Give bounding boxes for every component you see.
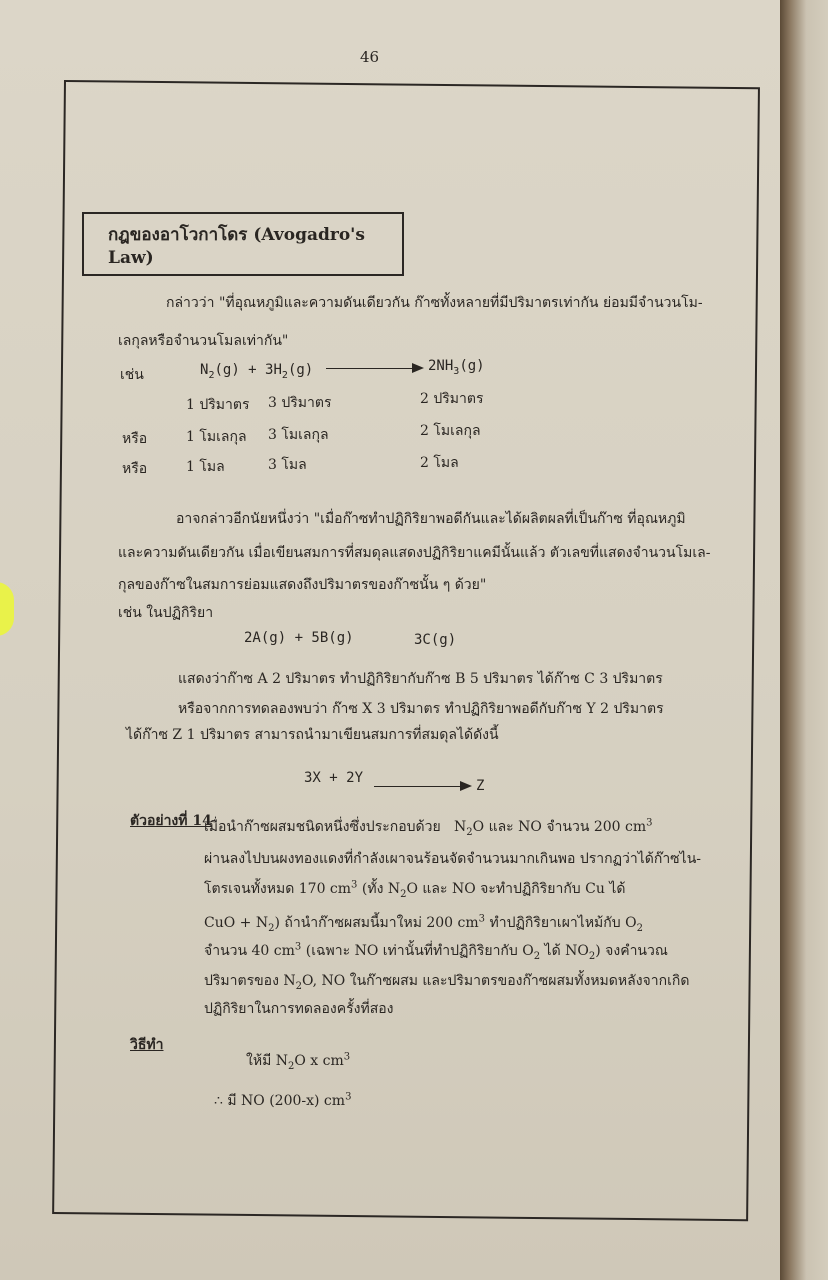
- mol-cell-2: 3 โมเลกุล: [268, 427, 329, 443]
- reaction-arrow: [326, 368, 414, 369]
- equation-2-right: 3C(g): [414, 632, 457, 648]
- intro-line-2: เลกุลหรือจำนวนโมลเท่ากัน": [118, 333, 289, 349]
- example-14-line-5: จำนวน 40 $cm^3$ (เฉพาะ NO เท่านั้นที่ทำปฏิกิริยากับ $O_2$ ได้ $NO_2$) จงคำนวณ: [204, 941, 668, 962]
- solution-label: วิธีทำ: [130, 1037, 164, 1053]
- para2-line-3: กุลของก๊าซในสมการย่อมแสดงถึงปริมาตรของก๊าซนั้น ๆ ด้วย": [118, 577, 487, 593]
- para3-line-1: แสดงว่าก๊าซ A 2 ปริมาตร ทำปฏิกิริยากับก๊าซ B 5 ปริมาตร ได้ก๊าซ C 3 ปริมาตร: [178, 671, 663, 687]
- para2-line-2: และความดันเดียวกัน เมื่อเขียนสมการที่สมดุลแสดงปฏิกิริยาแคมีนั้นแล้ว ตัวเลขที่แสดงจำนวนโมเล-: [118, 545, 711, 561]
- section-heading: กฎของอาโวกาโดร (Avogadro's Law): [108, 224, 365, 268]
- mole-cell-2: 3 โมล: [268, 457, 307, 473]
- mole-cell-1: 1 โมล: [186, 459, 225, 475]
- reaction-arrow-head: [412, 363, 424, 373]
- mole-cell-3: 2 โมล: [420, 455, 459, 471]
- para3-line-3: ได้ก๊าซ Z 1 ปริมาตร สามารถนำมาเขียนสมการที่สมดุลได้ดังนี้: [126, 727, 499, 743]
- equation-3-left: 3X + 2Y: [304, 770, 364, 786]
- equation-3-arrow-head: [460, 781, 472, 791]
- vol-cell-2: 3 ปริมาตร: [268, 395, 332, 411]
- equation-3-right: Z: [476, 778, 485, 794]
- reaction-1-reactants: $N_2(g) + 3H_2(g)$: [200, 362, 314, 381]
- mol-cell-3: 2 โมเลกุล: [420, 423, 481, 439]
- example-14-line-6: ปริมาตรของ $N_2O$, NO ในก๊าซผสม และปริมาตรของก๊าซผสมทั้งหมดหลังจากเกิด: [204, 973, 690, 992]
- equation-2-left: 2A(g) + 5B(g): [244, 630, 354, 646]
- example-14-line-3: โตรเจนทั้งหมด 170 $cm^3$ (ทั้ง $N_2O$ และ NO จะทำปฏิกิริยากับ Cu ได้: [204, 879, 626, 900]
- solution-step-2: ∴ มี NO (200-x) $cm^3$: [214, 1091, 352, 1109]
- example-14-label: ตัวอย่างที่ 14: [130, 813, 212, 829]
- example-14-line-4: CuO + $N_2$) ถ้านำก๊าซผสมนี้มาใหม่ 200 $cm^3$ ทำปฏิกิริยาเผาไหม้กับ $O_2$: [204, 913, 643, 934]
- reaction-1-product: $2NH_3(g)$: [428, 358, 485, 377]
- intro-line-1: กล่าวว่า "ที่อุณหภูมิและความดันเดียวกัน ก๊าซทั้งหลายที่มีปริมาตรเท่ากัน ย่อมมีจำนวนโม-: [166, 295, 703, 311]
- solution-step-1: ให้มี $N_2O$ x $cm^3$: [246, 1051, 351, 1072]
- equation-3-arrow: [374, 786, 462, 787]
- page-number: 46: [360, 48, 380, 66]
- or-label-2: หรือ: [122, 461, 148, 477]
- section-heading-box: [82, 212, 404, 276]
- vol-cell-3: 2 ปริมาตร: [420, 391, 484, 407]
- para3-line-2: หรือจากการทดลองพบว่า ก๊าซ X 3 ปริมาตร ทำปฏิกิริยาพอดีกับก๊าซ Y 2 ปริมาตร: [178, 701, 664, 717]
- mol-cell-1: 1 โมเลกุล: [186, 429, 247, 445]
- example-14-line-2: ผ่านลงไปบนผงทองแดงที่กำลังเผาจนร้อนจัดจำนวนมากเกินพอ ปรากฏว่าได้ก๊าซไน-: [204, 851, 702, 867]
- example-14-line-1: เมื่อนำก๊าซผสมชนิดหนึ่งซึ่งประกอบด้วย $N_2O$ และ NO จำนวน 200 $cm^3$: [204, 817, 653, 838]
- book-spine-edge: [780, 0, 828, 1280]
- vol-cell-1: 1 ปริมาตร: [186, 397, 250, 413]
- or-label-1: หรือ: [122, 431, 148, 447]
- example-label: เช่น: [120, 367, 144, 383]
- example-14-line-7: ปฏิกิริยาในการทดลองครั้งที่สอง: [204, 1001, 394, 1017]
- para2-line-1: อาจกล่าวอีกนัยหนึ่งว่า "เมื่อก๊าซทำปฏิกิริยาพอดีกันและได้ผลิตผลที่เป็นก๊าซ ที่อุณหภูมิ: [176, 511, 686, 527]
- para2-line-4: เช่น ในปฏิกิริยา: [118, 605, 214, 621]
